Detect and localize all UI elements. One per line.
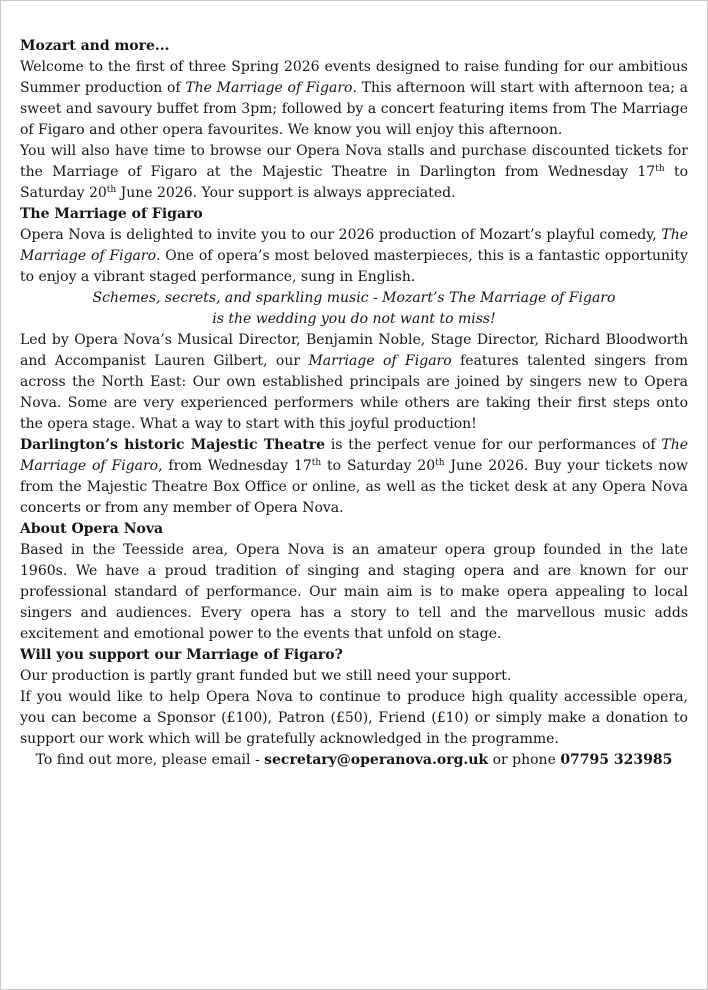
text-run: Mozart and more... bbox=[20, 38, 170, 54]
text-run: Darlington’s historic Majestic Theatre bbox=[20, 437, 326, 453]
paragraph-donation bbox=[20, 687, 688, 750]
text-run: The Marriage of Figaro bbox=[20, 227, 688, 264]
text-run: The Marriage of Figaro bbox=[20, 206, 203, 222]
text-run: th bbox=[655, 164, 665, 174]
text-run: or phone bbox=[488, 752, 561, 768]
text-run: Based in the Teesside area, Opera Nova is an amateur opera group founded in the late 1960s. We have a proud tradition of singing and staging opera and are known for our professional standard of performance. Our main aim is to make opera appealing to local singers and audiences. Every opera has a story to tell and the marvellous music adds excitement and emotional power to the events that unfold on stage. bbox=[20, 542, 688, 642]
paragraph-led-by bbox=[20, 330, 688, 435]
text-run: June 2026. Your support is always appreciated. bbox=[116, 185, 456, 201]
text-run: About Opera Nova bbox=[20, 521, 164, 537]
email-address: secretary@operanova.org.uk bbox=[264, 752, 489, 768]
text-run: th bbox=[311, 458, 322, 468]
text-run: to Saturday 20 bbox=[20, 164, 688, 201]
section-heading-marriage-of-figaro bbox=[20, 204, 688, 225]
text-run: You will also have time to browse our Opera Nova stalls and purchase discounted tickets for the Marriage of Figaro at the Majestic Theatre in Darlington from Wednesday 17 bbox=[20, 143, 688, 180]
contact-line bbox=[20, 750, 688, 771]
text-run: Will you support our Marriage of Figaro? bbox=[20, 647, 343, 663]
paragraph-venue bbox=[20, 435, 688, 519]
paragraph-stalls-tickets bbox=[20, 141, 688, 204]
paragraph-grant-funded bbox=[20, 666, 688, 687]
text-run: The Marriage of Figaro bbox=[185, 80, 353, 96]
text-run: is the perfect venue for our performances of bbox=[325, 437, 662, 453]
text-run: features talented singers from across the North East: Our own established principals are joined by singers new to Opera Nova. Some are very experienced performers while others are taking their first steps onto the opera stage. What a way to start with this joyful production! bbox=[20, 353, 688, 432]
paragraph-welcome bbox=[20, 57, 688, 141]
text-run: is the wedding you do not want to miss! bbox=[212, 311, 496, 327]
paragraph-about bbox=[20, 540, 688, 645]
text-run: . This afternoon will start with afternoon tea; a sweet and savoury buffet from 3pm; followed by a concert featuring items from The Marriage of Figaro and other opera favourites. We know you will enjoy this afternoon. bbox=[20, 80, 688, 138]
text-run: If you would like to help Opera Nova to continue to produce high quality accessible opera, you can become a Sponsor (£100), Patron (£50), Friend (£10) or simply make a donation to support our work which will be gratefully acknowledged in the programme. bbox=[20, 689, 688, 747]
section-heading-mozart-and-more bbox=[20, 36, 688, 57]
text-run: Welcome to the first of three Spring 2026 events designed to raise funding for our ambitious Summer production of bbox=[20, 59, 688, 96]
text-run: To find out more, please email - bbox=[35, 752, 265, 768]
section-heading-support bbox=[20, 645, 688, 666]
text-run: June 2026. Buy your tickets now from the Majestic Theatre Box Office or online, as well as the ticket desk at any Opera Nova concerts or from any member of Opera Nova. bbox=[20, 458, 688, 516]
tagline-quote bbox=[20, 288, 688, 330]
document-body bbox=[20, 36, 688, 771]
section-heading-about-opera-nova bbox=[20, 519, 688, 540]
text-run: th bbox=[435, 458, 445, 468]
text-run: th bbox=[106, 185, 117, 195]
text-run: Marriage of Figaro bbox=[308, 353, 452, 369]
text-run: to Saturday 20 bbox=[321, 458, 436, 474]
text-run: Schemes, secrets, and sparkling music - Mozart’s The Marriage of Figaro bbox=[92, 290, 616, 306]
text-run: The Marriage of Figaro bbox=[20, 437, 688, 474]
text-run: , from Wednesday 17 bbox=[158, 458, 312, 474]
text-run: . One of opera’s most beloved masterpieces, this is a fantastic opportunity to enjoy a vibrant staged performance, sung in English. bbox=[20, 248, 689, 285]
text-run: Led by Opera Nova’s Musical Director, Benjamin Noble, Stage Director, Richard Bloodworth and Accompanist Lauren Gilbert, our bbox=[20, 332, 688, 369]
text-run: Our production is partly grant funded but we still need your support. bbox=[20, 668, 512, 684]
text-run: Opera Nova is delighted to invite you to our 2026 production of Mozart’s playful comedy, bbox=[20, 227, 662, 243]
paragraph-invitation bbox=[20, 225, 688, 288]
phone-number: 07795 323985 bbox=[560, 752, 673, 768]
